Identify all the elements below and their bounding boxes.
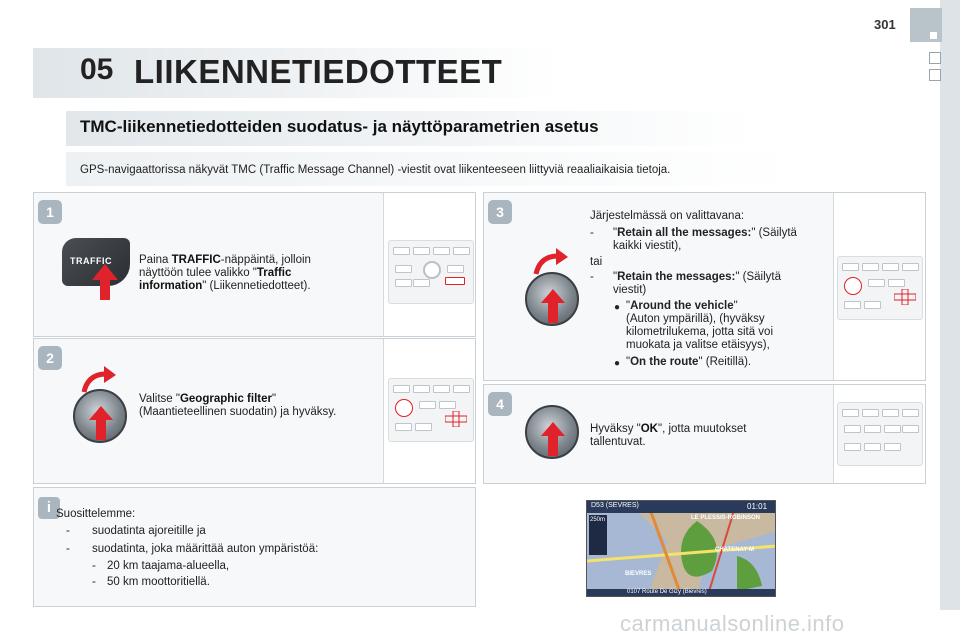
tip-dash: - [92, 576, 96, 588]
map-road-label: D53 (SEVRES) [591, 502, 639, 509]
step-4-text: Hyväksy "OK", jotta muutokset tallentuvat. [590, 423, 747, 448]
map-distance: 250m [590, 517, 606, 523]
tip-line: suodatinta ajoreitille ja [92, 525, 206, 537]
radio-panel-image [388, 378, 474, 442]
tip-dash: - [92, 560, 96, 572]
bullet-icon: ● [614, 358, 621, 369]
push-arrow-icon [540, 420, 566, 458]
watermark: carmanualsonline.info [620, 611, 845, 636]
right-margin-strip [940, 0, 960, 610]
tip-dash: - [66, 543, 70, 555]
push-arrow-icon [540, 287, 566, 325]
bullet-icon: ● [614, 302, 621, 313]
intro-text: GPS-navigaattorissa näkyvät TMC (Traffic Message Channel) -viestit ovat liikenteeseen liittyviä reaaliaikaisia tietoja. [80, 164, 671, 176]
radio-panel-image [837, 256, 923, 320]
option-dash: - [590, 271, 594, 283]
traffic-key-label: TRAFFIC [70, 256, 112, 266]
tip-line: 20 km taajama-alueella, [107, 560, 230, 572]
chapter-number: 05 [80, 53, 114, 86]
map-place-label: CHATENAY-M [715, 547, 755, 553]
chapter-title: LIIKENNETIEDOTTEET [134, 53, 503, 90]
tip-title: Suosittelemme: [56, 508, 136, 520]
push-arrow-icon [88, 404, 114, 442]
step-3-intro: Järjestelmässä on valittavana: [590, 210, 745, 222]
tip-dash: - [66, 525, 70, 537]
page-tab-marker [910, 8, 942, 42]
or-label: tai [590, 256, 603, 268]
section-title: TMC-liikennetiedotteiden suodatus- ja näyttöparametrien asetus [80, 117, 599, 136]
radio-panel-image [388, 240, 474, 304]
step-badge-3: 3 [488, 200, 512, 224]
chapter-tab-box [929, 52, 941, 64]
tip-line: suodatinta, joka määrittää auton ympäristöä: [92, 543, 319, 555]
step-badge-4: 4 [488, 392, 512, 416]
chapter-tab-box [929, 69, 941, 81]
option-dash: - [590, 227, 594, 239]
sub-option-around-vehicle: "Around the vehicle" (Auton ympärillä), (hyväksy kilometrilukema, jotta sitä voi muokata ja valitse etäisyys), [626, 300, 773, 351]
map-footer: 0107 Route De Gizy (Bievres) [627, 589, 707, 595]
sub-option-on-route: "On the route" (Reitillä). [626, 356, 752, 368]
step-2-text: Valitse "Geographic filter" (Maantieteellinen suodatin) ja hyväksy. [139, 393, 337, 418]
map-place-label: LE PLESSIS-ROBINSON [691, 515, 761, 521]
option-retain-all: "Retain all the messages:" (Säilytä kaikki viestit), [613, 227, 797, 252]
step-badge-2: 2 [38, 346, 62, 370]
info-icon: i [38, 497, 60, 519]
map-time: 01:01 [747, 502, 768, 511]
map-place-label: BIEVRES [625, 571, 652, 577]
page-number: 301 [874, 17, 896, 32]
radio-panel-image [837, 402, 923, 466]
up-arrow-icon [90, 262, 120, 302]
step-badge-1: 1 [38, 200, 62, 224]
navigation-map-screenshot [586, 500, 776, 597]
step-1-text: Paina TRAFFIC-näppäintä, jolloin näyttöön tulee valikko "Traffic information" (Liikennetiedotteet). [139, 254, 311, 292]
tip-line: 50 km moottoritiellä. [107, 576, 210, 588]
option-retain: "Retain the messages:" (Säilytä viestit) [613, 271, 781, 296]
